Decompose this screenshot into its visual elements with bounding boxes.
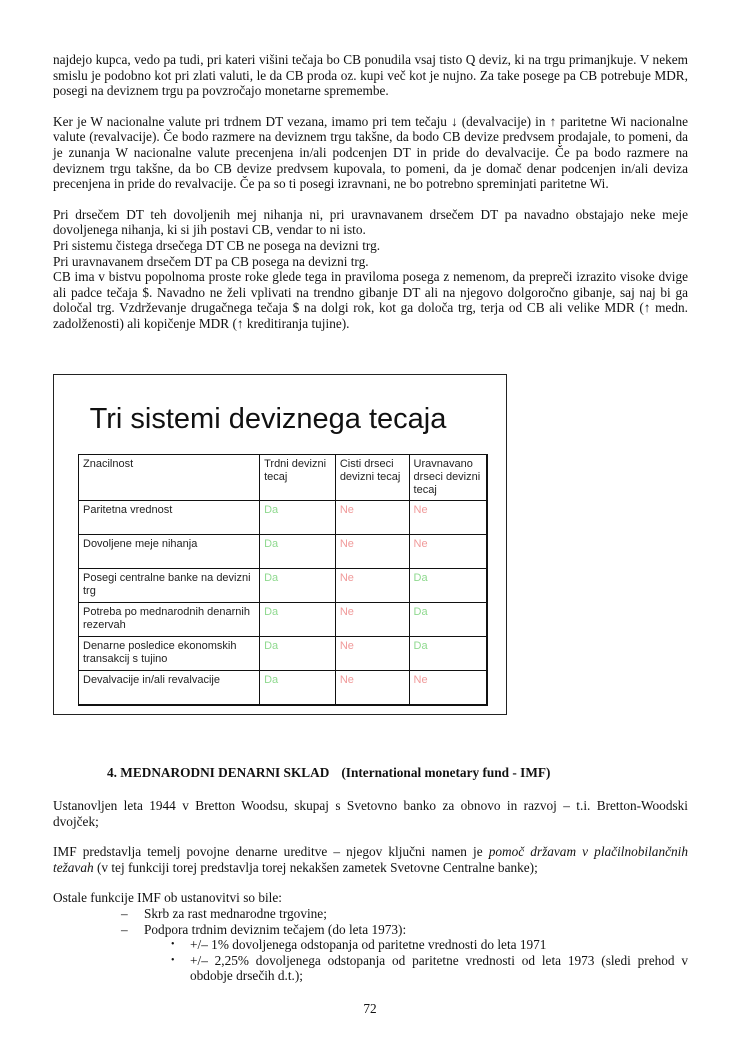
line-managed-floating: Pri uravnavanem drsečem DT pa CB posega na devizni trg. <box>53 253 369 269</box>
table-header-row <box>79 455 488 501</box>
list-item <box>53 953 688 984</box>
table-row <box>79 501 488 535</box>
cell-value: Da <box>409 637 487 671</box>
document-body-top <box>53 52 688 332</box>
table-row <box>79 569 488 603</box>
section-title: 4. MEDNARODNI DENARNI SKLAD <box>107 765 330 780</box>
bullet-marker: • <box>171 939 175 951</box>
line-pure-floating: Pri sistemu čistega drsečega DT CB ne posega na devizni trg. <box>53 237 381 253</box>
table-row <box>79 603 488 637</box>
header-managed-floating: Uravnavano drseci devizni tecaj <box>409 455 487 501</box>
text-span: IMF predstavlja temelj povojne denarne ureditve – njegov ključni namen je <box>53 844 489 860</box>
cell-value: Da <box>260 603 336 637</box>
cell-value: Da <box>260 569 336 603</box>
cell-value: Ne <box>335 603 409 637</box>
paragraph-fixed-rate: Ker je W nacionalne valute pri trdnem DT vezana, imamo pri tem tečaju ↓ (devalvacije) in ↑ paritetne Wi nacionalne valute (revalvacije). Če bodo razmere na deviznem trgu takšne, da bodo CB devize predvsem prodajale, to pomeni, da je zunanja W nacionalne valute precenjena in/ali podcenjen DT in pride do devalvacije. Če pa bodo razmere na deviznem trgu takšne, da bo CB devize predvsem kupovala, to pomeni, da je domač denar podcenjen in/ali deviza precenjena in pride do revalvacije. Če pa so ti posegi izravnani, ne bo potrebno spreminjati paritetne Wi. <box>53 113 688 192</box>
header-fixed: Trdni devizni tecaj <box>260 455 336 501</box>
section-subtitle: (International monetary fund - IMF) <box>341 765 551 780</box>
table-row <box>79 535 488 569</box>
list-item-text: Skrb za rast mednarodne trgovine; <box>144 905 327 921</box>
bullet-marker: • <box>171 954 175 966</box>
cell-value: Ne <box>409 535 487 569</box>
cell-value: Ne <box>335 535 409 569</box>
cell-value: Ne <box>335 637 409 671</box>
row-label: Denarne posledice ekonomskih transakcij s tujino <box>79 637 260 671</box>
row-label: Devalvacije in/ali revalvacije <box>79 671 260 705</box>
paragraph-floating-rate: Pri drsečem DT teh dovoljenih mej nihanja ni, pri uravnavanem drsečem DT pa navadno obstajajo neke meje dovoljenega nihanja, ki si jih postavi CB, vendar to ni isto. <box>53 206 688 238</box>
paragraph-cb-intervention: najdejo kupca, vedo pa tudi, pri kateri višini tečaja bo CB ponudila vsaj tisto Q deviz, ki na trgu primanjkuje. V nekem smislu je podobno kot pri zlati valuti, le da CB proda oz. kupi več kot je nujno. Za take posege pa CB potrebuje MDR, posegi na deviznem trgu pa povzročajo monetarne spremembe. <box>53 52 688 99</box>
row-label: Potreba po mednarodnih denarnih rezervah <box>79 603 260 637</box>
exchange-rate-systems-figure <box>53 374 507 715</box>
table-row <box>79 637 488 671</box>
row-label: Posegi centralne banke na devizni trg <box>79 569 260 603</box>
list-item <box>53 906 688 922</box>
figure-title: Tri sistemi deviznega tecaja <box>89 403 447 435</box>
emphasis-text: pomoč državam v plačilnobilančnih težavah <box>53 844 688 875</box>
cell-value: Ne <box>409 671 487 705</box>
cell-value: Ne <box>335 671 409 705</box>
paragraph-cb-free-hands: CB ima v bistvu popolnoma proste roke glede tega in praviloma posega z nemenom, da prepreči izrazito visoke dvige ali padce tečaja $. Navadno ne želi vplivati na trendno gibanje DT ali na njegovo dolgoročno gibanje, saj naj bi ga določal trg. Vzdrževanje drugačnega tečaja $ na dolgi rok, kot ga določa trg, terja od CB ali velike MDR (↑ medn. zadolženosti) ali kopičenje MDR (↑ kreditiranja tujine). <box>53 269 688 331</box>
text-span: (v tej funkciji torej predstavlja torej nekakšen zametek Svetovne Centralne banke); <box>93 859 538 875</box>
row-label: Paritetna vrednost <box>79 501 260 535</box>
dash-marker: – <box>121 921 128 937</box>
paragraph-imf-founded: Ustanovljen leta 1944 v Bretton Woodsu, skupaj s Svetovno banko za obnovo in razvoj – t.i. Bretton-Woodski dvojček; <box>53 798 688 829</box>
header-pure-floating: Cisti drseci devizni tecaj <box>335 455 409 501</box>
cell-value: Da <box>260 535 336 569</box>
list-item-text: +/– 1% dovoljenega odstopanja od paritetne vrednosti do leta 1971 <box>190 937 547 953</box>
cell-value: Da <box>260 671 336 705</box>
cell-value: Da <box>409 603 487 637</box>
section-heading <box>107 765 550 781</box>
table-row <box>79 671 488 705</box>
cell-value: Da <box>409 569 487 603</box>
paragraph-imf-purpose <box>53 844 688 875</box>
cell-value: Ne <box>409 501 487 535</box>
list-item <box>53 937 688 953</box>
page-number: 72 <box>363 1001 377 1016</box>
list-item <box>53 922 688 938</box>
list-item-text: Podpora trdnim deviznim tečajem (do leta 1973): <box>144 921 407 937</box>
list-item-text: +/– 2,25% dovoljenega odstopanja od paritetne vrednosti od leta 1973 (sledi prehod v obdobje drsečih d.t.); <box>190 952 688 984</box>
document-body-imf <box>53 798 688 984</box>
dash-marker: – <box>121 905 128 921</box>
paragraph-imf-functions: Ostale funkcije IMF ob ustanovitvi so bile: <box>53 890 282 906</box>
cell-value: Ne <box>335 501 409 535</box>
row-label: Dovoljene meje nihanja <box>79 535 260 569</box>
header-characteristic: Znacilnost <box>79 455 260 501</box>
exchange-rate-systems-table <box>78 454 488 706</box>
cell-value: Ne <box>335 569 409 603</box>
cell-value: Da <box>260 637 336 671</box>
cell-value: Da <box>260 501 336 535</box>
